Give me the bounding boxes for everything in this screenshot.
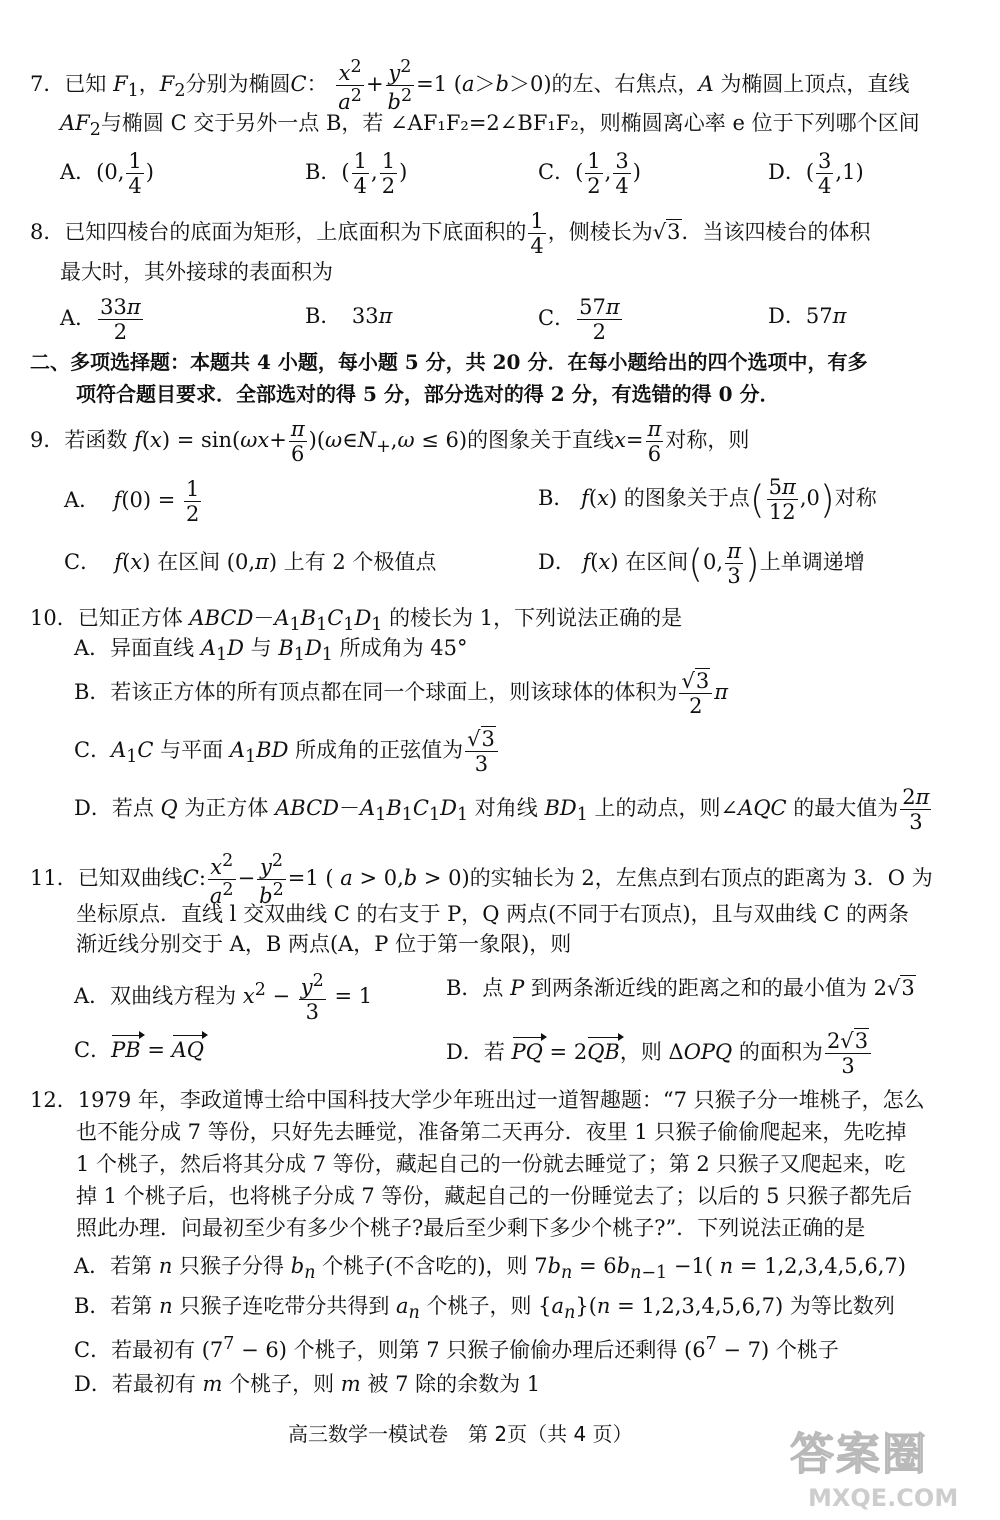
q8-option-c: C． $\frac{57\pi}{2}$ — [538, 295, 620, 345]
page-footer: 高三数学一模试卷 第 2页（共 4 页） — [288, 1422, 633, 1446]
q7-option-c: C．( $\frac{1}{2}$ , $\frac{3}{4}$ ) — [538, 149, 641, 199]
q11-option-b: B．点 P 到两条渐近线的距离之和的最小值为 2√3 — [446, 976, 915, 1000]
q11-option-a: A．双曲线方程为 $x^2$ − $\frac{y^2}{3}$ = 1 — [74, 971, 373, 1025]
q7-line1: 7．已知 $F_1$，$F_2$分别为椭圆C： $\frac{x^2}{a^2}$ + $\frac{y^2}{b^2}$ =1 (a＞b＞0)的左、右焦点，A 为椭圆上顶点，直线 — [30, 57, 910, 115]
q12-option-a: A．若第 n 只猴子分得 $b_n$ 个桃子(不含吃的)，则 $7b_n = 6b_{n-1} -1$( n = 1,2,3,4,5,6,7) — [74, 1254, 906, 1284]
q9-line1: 9．若函数 f(x) = sin(ωx+ $\frac{\pi}{6}$ )$(\omega\in N_+,\omega \le 6)$的图象关于直线x= $\frac{\pi}{6}$ 对称，则 — [30, 417, 750, 467]
q9-option-c: C． f(x) 在区间 (0,π) 上有 2 个极值点 — [64, 550, 437, 574]
q11-option-d: D．若 PQ = 2QB，则 ΔOPQ 的面积为 $\frac{2√3}{3}$ — [446, 1030, 873, 1077]
q8-line2: 最大时，其外接球的表面积为 — [60, 260, 333, 284]
q10-option-a: A．异面直线 $A_1D$ 与 $B_1D_1$ 所成角为 45° — [74, 636, 468, 666]
q7-option-b: B．( $\frac{1}{4}$ , $\frac{1}{2}$ ) — [305, 149, 408, 199]
q12-option-d: D．若最初有 m 个桃子，则 m 被 7 除的余数为 1 — [74, 1372, 541, 1396]
q12-line3: 1 个桃子，然后将其分成 7 等份，藏起自己的一份就去睡觉了；第 2 只猴子又爬起来，吃 — [76, 1152, 906, 1176]
q9-number: 9． — [30, 428, 65, 453]
q10-option-b: B．若该正方体的所有顶点都在同一个球面上，则该球体的体积为 $\frac{√3}{2}$ π — [74, 669, 729, 719]
q7-option-a: A．(0, $\frac{1}{4}$ ) — [60, 149, 154, 199]
watermark-site: MXQE.COM — [808, 1484, 959, 1512]
q11-line3: 渐近线分别交于 A，B 两点(A，P 位于第一象限)，则 — [76, 932, 572, 956]
q8-line1: 8．已知四棱台的底面为矩形，上底面积为下底面积的 $\frac{1}{4}$ ，侧棱长为√3．当该四棱台的体积 — [30, 209, 871, 259]
q7-ellipse-frac-y: $\frac{y^2}{b^2}$ — [387, 57, 413, 115]
q7-number: 7． — [30, 72, 65, 97]
q9-option-b: B． f(x) 的图象关于点( $\frac{5\pi}{12}$ ,0)对称 — [538, 475, 877, 525]
q10-option-d: D．若点 Q 为正方体 $ABCD-A_1B_1C_1D_1$ 对角线 $BD_1$ 上的动点，则∠AQC 的最大值为 $\frac{2\pi}{3}$ — [74, 785, 930, 835]
q8-number: 8． — [30, 220, 65, 245]
section2-heading-line2: 项符合题目要求．全部选对的得 5 分，部分选对的得 2 分，有选错的得 0 分． — [76, 382, 780, 406]
q7-ellipse-frac-x: $\frac{x^2}{a^2}$ — [338, 57, 362, 115]
q10-number: 10． — [30, 606, 78, 630]
q8-option-b: B． 33π — [305, 304, 393, 328]
q12-line2: 也不能分成 7 等份，只好先去睡觉，准备第二天再分．夜里 1 只猴子偷偷爬起来，先吃掉 — [76, 1120, 907, 1144]
q12-line5: 照此办理．问最初至少有多少个桃子?最后至少剩下多少个桃子?”．下列说法正确的是 — [76, 1216, 866, 1240]
q12-option-b: B．若第 n 只猴子连吃带分共得到 $a_n$ 个桃子，则 $\{a_n\}(n = 1,2,3,4,5,6,7)$ 为等比数列 — [74, 1294, 895, 1324]
q9-option-a: A． f(0) = $\frac{1}{2}$ — [64, 477, 200, 527]
q8-option-d: D．57π — [768, 304, 847, 328]
q12-number: 12． — [30, 1088, 78, 1112]
q12-option-c: C．若最初有 $(7^7 - 6)$ 个桃子，则第 7 只猴子偷偷办理后还剩得 $(6^7 - 7)$ 个桃子 — [74, 1334, 839, 1362]
q11-number: 11． — [30, 866, 78, 891]
q12-line1: 12．1979 年，李政道博士给中国科技大学少年班出过一道智趣题：“7 只猴子分一堆桃子，怎么 — [30, 1088, 925, 1112]
q11-option-c: C．PB = AQ — [74, 1038, 204, 1062]
q10-option-c: C．$A_1C$ 与平面 $A_1BD$ 所成角的正弦值为 $\frac{√3}{3}$ — [74, 728, 500, 775]
q7-line2: $AF_2$与椭圆 C 交于另外一点 B，若 ∠AF₁F₂=2∠BF₁F₂，则椭圆离心率 e 位于下列哪个区间 — [60, 111, 920, 141]
q11-line1: 11．已知双曲线C: $\frac{x^2}{a^2}$ − $\frac{y^2}{b^2}$ =1 ( a > 0,b > 0)的实轴长为 2，左焦点到右顶点的距离为 3．O 为 — [30, 851, 933, 909]
q11-line2: 坐标原点．直线 l 交双曲线 C 的右支于 P，Q 两点(不同于右顶点)，且与双曲线 C 的两条 — [76, 902, 909, 926]
section2-heading-line1: 二、多项选择题：本题共 4 小题，每小题 5 分，共 20 分．在每小题给出的四个选项中，有多 — [30, 350, 868, 374]
q10-line1: 10．已知正方体 $ABCD-A_1B_1C_1D_1$ 的棱长为 1，下列说法正确的是 — [30, 606, 683, 636]
watermark-logo: 答案圈 — [790, 1429, 928, 1480]
q9-option-d: D． f(x) 在区间(0, $\frac{\pi}{3}$ )上单调递增 — [538, 539, 865, 589]
q12-line4: 掉 1 个桃子后，也将桃子分成 7 等份，藏起自己的一份睡觉去了；以后的 5 只猴子都先后 — [76, 1184, 913, 1208]
q7-option-d: D．( $\frac{3}{4}$ ,1) — [768, 149, 864, 199]
q8-option-a: A． $\frac{33\pi}{2}$ — [60, 295, 141, 345]
